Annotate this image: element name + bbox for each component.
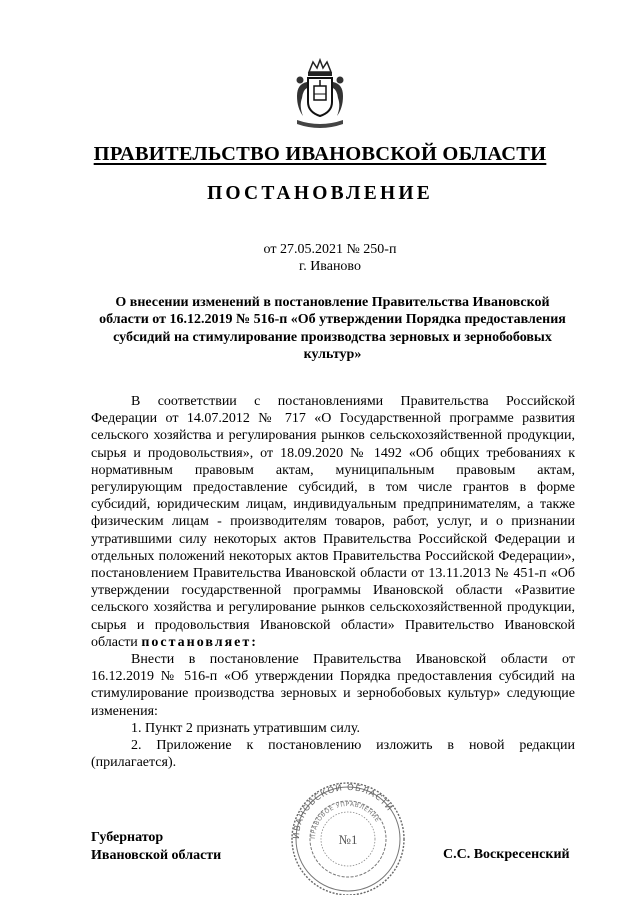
stamp-inner-text: ПРАВОВОЕ УПРАВЛЕНИЕ: [309, 800, 381, 840]
position-line-2: Ивановской области: [91, 847, 222, 863]
document-city: г. Иваново: [299, 259, 361, 274]
signatory-name: С.С. Воскресенский: [443, 847, 570, 862]
stamp-number: №1: [338, 832, 358, 847]
preamble-text: В соответствии с постановлениями Правительства Российской Федерации от 14.07.2012 № 717 «О Государственной программе развития сельского хозяйства и регулирования рынков сельскохозяйственной продукции, сырья и продовольствия», от 18.09.2020 № 1492 «Об общих требованиях к нормативным правовым актам, муниципальным правовым актам, регулирующим предоставление субсидий, в том числе грантов в форме субсидий, юридическим лицам, индивидуальным предпринимателям, а также физическим лицам - производителям товаров, работ, услуг, и о признании утратившими силу некоторых актов Правительства Российской Федерации и отдельных положений некоторых актов Правительства Российской Федерации», постановлением Правительства Ивановской области от 13.11.2013 № 451-п «Об утверждении государственной программы Ивановской области «Развитие сельского хозяйства и регулирование рынков сельскохозяйственной продукции, сырья и продовольствия Ивановской области» Правительство Ивановской области: [91, 394, 575, 650]
document-type: ПОСТАНОВЛЕНИЕ: [207, 183, 433, 204]
intro-paragraph: Внести в постановление Правительства Ивановской области от 16.12.2019 № 516-п «Об утверждении Порядка предоставления субсидий на стимулирование производства зерновых и зернобобовых культур» следующие изменения:: [91, 652, 575, 719]
document-body: [91, 393, 575, 771]
svg-text:ИВАНОВСКОЙ ОБЛАСТИ: [292, 781, 395, 839]
coat-of-arms-icon: [291, 58, 349, 132]
preamble-paragraph: [91, 393, 575, 651]
item-1: 1. Пункт 2 признать утратившим силу.: [131, 720, 360, 736]
item-2: 2. Приложение к постановлению изложить в новой редакции (прилагается).: [91, 738, 575, 771]
stamp-outer-text: ИВАНОВСКОЙ ОБЛАСТИ: [291, 782, 395, 840]
signatory-position: [91, 829, 221, 864]
position-line-1: Губернатор: [91, 830, 164, 845]
document-heading: О внесении изменений в постановление Правительства Ивановской области от 16.12.2019 № 516-п «Об утверждении Порядка предоставления субсидий на стимулирование производства зерновых и зернобобовых культур»: [99, 295, 566, 362]
decree-word: постановляет:: [141, 634, 258, 650]
official-stamp: [283, 777, 413, 895]
government-title: ПРАВИТЕЛЬСТВО ИВАНОВСКОЙ ОБЛАСТИ: [93, 143, 547, 165]
document-date-number: от 27.05.2021 № 250-п: [263, 242, 397, 257]
